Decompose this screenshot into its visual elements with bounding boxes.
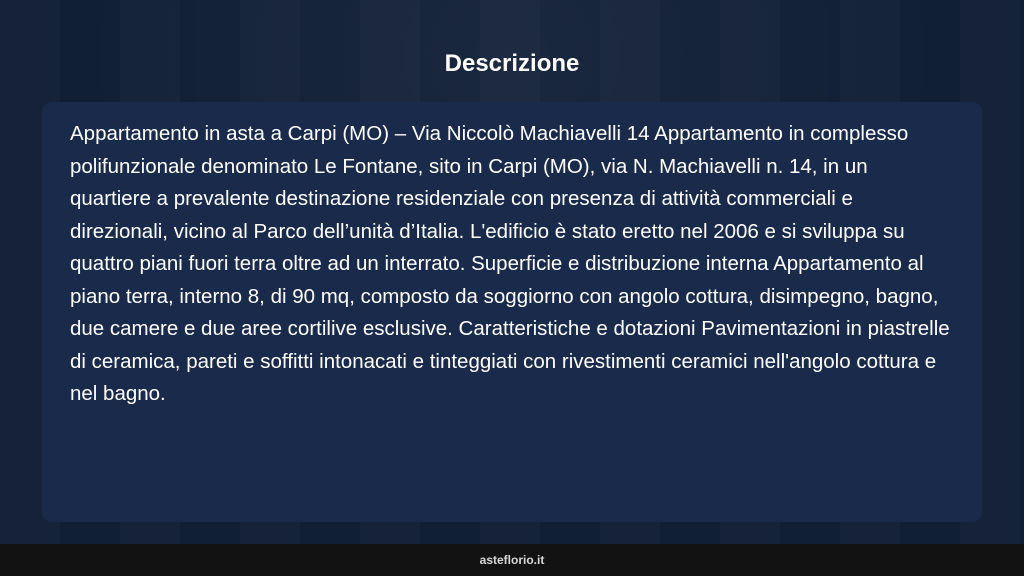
footer-site-label: asteflorio.it bbox=[0, 544, 1024, 576]
description-text: Appartamento in asta a Carpi (MO) – Via Niccolò Machiavelli 14 Appartamento in complesso polifunzionale denominato Le Fontane, sito in Carpi (MO), via N. Machiavelli n. 14, in un quartiere a prevalente destinazione residenziale con presenza di attività commerciali e direzionali, vicino al Parco dell’unità d’Italia. L'edificio è stato eretto nel 2006 e si sviluppa su quattro piani fuori terra oltre ad un interrato. Superficie e distribuzione interna Appartamento al piano terra, interno 8, di 90 mq, composto da soggiorno con angolo cottura, disimpegno, bagno, due camere e due aree cortilive esclusive. Caratteristiche e dotazioni Pavimentazioni in piastrelle di ceramica, pareti e soffitti intonacati e tinteggiati con rivestimenti ceramici nell'angolo cottura e nel bagno. bbox=[70, 122, 950, 405]
page-title: Descrizione bbox=[444, 50, 580, 77]
description-card bbox=[42, 102, 982, 522]
